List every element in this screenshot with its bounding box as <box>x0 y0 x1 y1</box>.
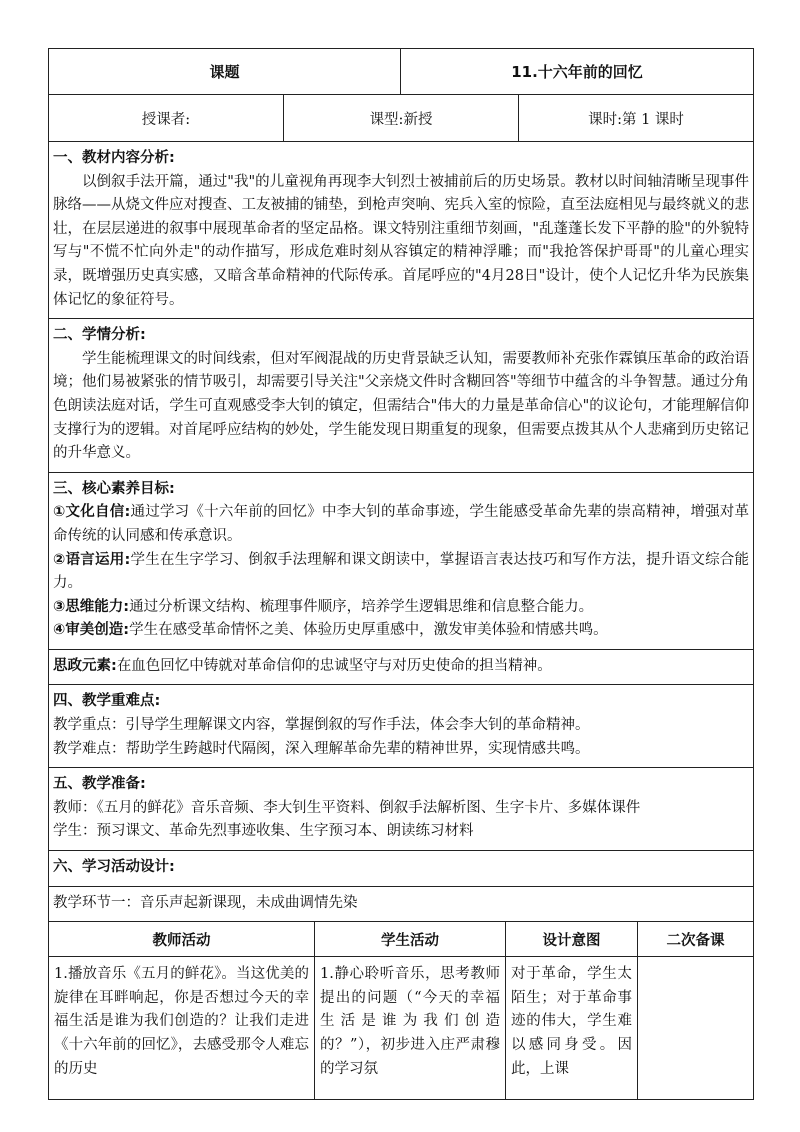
section-title: 四、教学重难点: <box>53 693 161 710</box>
goal-item: ②语言运用:学生在生字学习、倒叙手法理解和课文朗读中，掌握语言表达技巧和写作方法，提升语文综合能力。 <box>53 551 750 592</box>
key-focus: 教学重点：引导学生理解课文内容，掌握倒叙的写作手法，体会李大钊的革命精神。 <box>53 717 590 734</box>
goal-item: ④审美创造:学生在感受革命情怀之美、体验历史厚重感中，激发审美体验和情感共鸣。 <box>53 622 608 639</box>
goal-item: ③思维能力:通过分析课文结构、梳理事件顺序，培养学生逻辑思维和信息整合能力。 <box>53 598 594 615</box>
section-ideology <box>49 649 754 685</box>
cell-second-prep <box>638 957 754 1100</box>
teacher-label: 授课者: <box>49 95 284 142</box>
topic-label: 课题 <box>49 49 401 95</box>
section-prep <box>49 768 754 851</box>
header-student-activity: 学生活动 <box>315 922 506 957</box>
key-difficulty: 教学难点：帮助学生跨越时代隔阂，深入理解革命先辈的精神世界，实现情感共鸣。 <box>53 740 590 757</box>
section-title: 三、核心素养目标: <box>53 480 175 497</box>
section-body: 学生能梳理课文的时间线索，但对军阀混战的历史背景缺乏认知，需要教师补充张作霖镇压革命的政治语境；他们易被紧张的情节吸引，却需要引导关注"父亲烧文件时含糊回答"等细节中蕴含的斗争智慧。通过分角色朗读法庭对话，学生可直观感受李大钊的镇定，但需结合"伟大的力量是革命信心"的议论句，才能理解信仰支撑行为的逻辑。对首尾呼应结构的妙处，学生能发现日期重复的现象，但需要点拨其从个人悲痛到历史铭记的升华意义。 <box>53 350 750 462</box>
section-students <box>49 319 754 473</box>
section-analysis <box>49 142 754 319</box>
header-design-intent: 设计意图 <box>506 922 638 957</box>
section-body: 以倒叙手法开篇，通过"我"的儿童视角再现李大钊烈士被捕前后的历史场景。教材以时间轴清晰呈现事件脉络——从烧文件应对搜查、工友被捕的铺垫，到枪声突响、宪兵入室的惊险，直至法庭相见与最终就义的悲壮，在层层递进的叙事中展现革命者的坚定品格。课文特别注重细节刻画，"乱蓬蓬长发下平静的脸"的外貌特写与"不慌不忙向外走"的动作描写，形成危难时刻从容镇定的精神浮雕；而"我抢答保护哥哥"的儿童心理实录，既增强历史真实感，又暗含革命精神的代际传承。首尾呼应的"4月28日"设计，使个人记忆升华为民族集体记忆的象征符号。 <box>53 173 750 308</box>
lesson-hours: 课时:第 1 课时 <box>519 95 754 142</box>
lesson-type: 课型:新授 <box>284 95 519 142</box>
section-title: 五、教学准备: <box>53 776 146 793</box>
header-second-prep: 二次备课 <box>638 922 754 957</box>
section-title: 六、学习活动设计: <box>53 859 175 876</box>
prep-student: 学生：预习课文、革命先烈事迹收集、生字预习本、朗读练习材料 <box>53 823 474 840</box>
goal-item: ①文化自信:通过学习《十六年前的回忆》中李大钊的革命事迹，学生能感受革命先辈的崇高精神，增强对革命传统的认同感和传承意识。 <box>53 504 750 544</box>
section-title: 一、教材内容分析: <box>53 150 175 166</box>
prep-teacher: 教师：《五月的鲜花》音乐音频、李大钊生平资料、倒叙手法解析图、生字卡片、多媒体课件 <box>53 799 641 816</box>
cell-design-intent: 对于革命，学生太陌生；对于革命事迹的伟大，学生难以感同身受。因此，上课 <box>506 957 638 1100</box>
cell-student-activity: 1.静心聆听音乐，思考教师提出的问题（“今天的幸福生活是谁为我们创造的？”），初步进入庄严肃穆的学习氛 <box>315 957 506 1100</box>
cell-teacher-activity: 1.播放音乐《五月的鲜花》。当这优美的旋律在耳畔响起，你是否想过今天的幸福生活是谁为我们创造的？让我们走进《十六年前的回忆》，去感受那令人难忘的历史 <box>49 957 315 1100</box>
section-key-points <box>49 685 754 768</box>
step-title: 教学环节一：音乐声起新课现，未成曲调情先染 <box>53 894 358 911</box>
ideology-label: 思政元素: <box>53 657 117 674</box>
ideology-text: 在血色回忆中铸就对革命信仰的忠诚坚守与对历史使命的担当精神。 <box>116 657 552 674</box>
section-activity-title <box>49 851 754 887</box>
lesson-plan <box>48 48 753 1100</box>
section-title: 二、学情分析: <box>53 327 146 344</box>
lesson-plan-table <box>48 48 754 922</box>
activity-table <box>48 921 754 1100</box>
activity-step <box>49 886 754 922</box>
section-goals <box>49 472 754 649</box>
topic-value: 11.十六年前的回忆 <box>401 49 754 95</box>
header-teacher-activity: 教师活动 <box>49 922 315 957</box>
